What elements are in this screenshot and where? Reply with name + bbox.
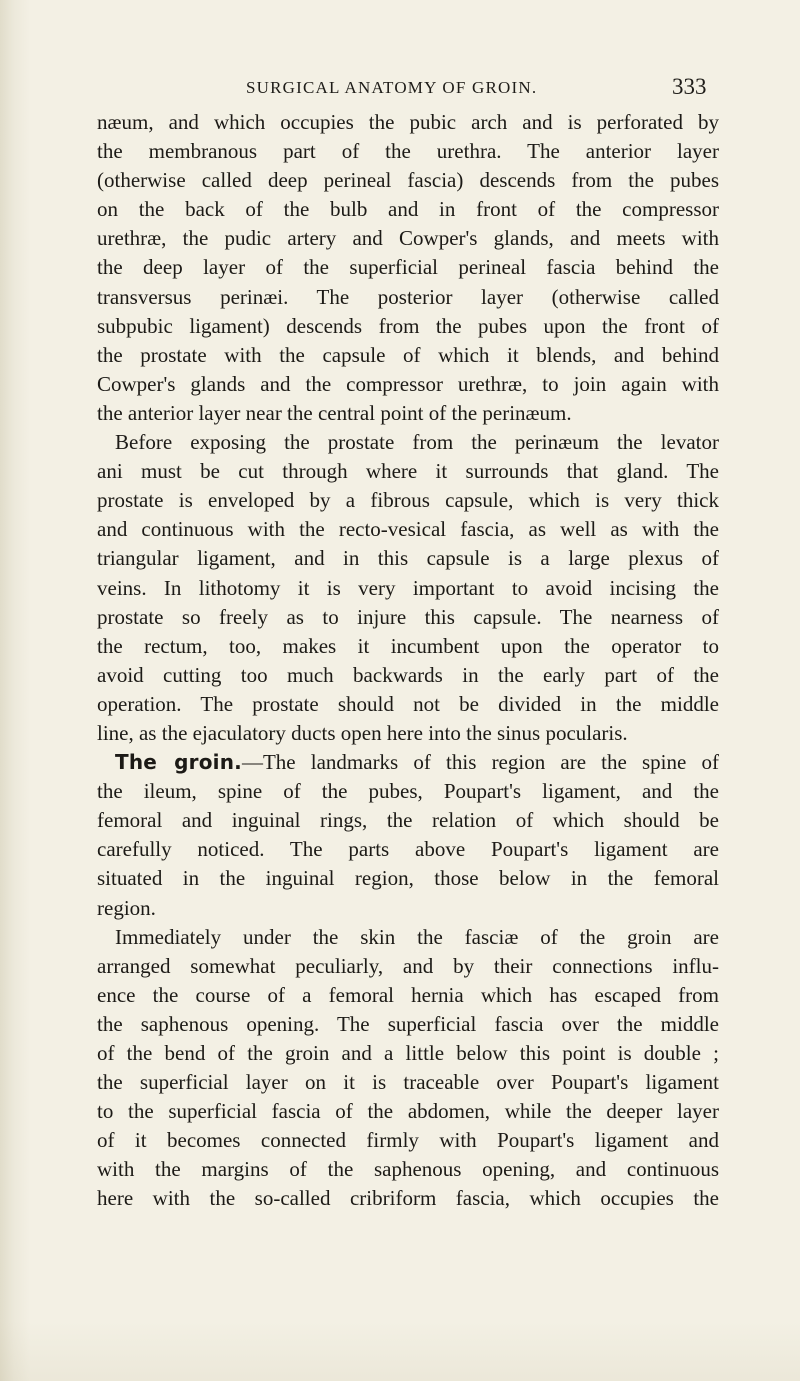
text-line: transversus perinæi. The posterior layer (otherwise called — [97, 284, 719, 309]
text-line: the membranous part of the urethra. The anterior layer — [97, 139, 719, 164]
text-line: ani must be cut through where it surrounds that gland. The — [97, 459, 719, 484]
text-line: here with the so-called cribriform fascia, which occupies the — [97, 1186, 719, 1211]
text-line: and continuous with the recto-vesical fascia, as well as with the — [97, 517, 719, 542]
text-line: veins. In lithotomy it is very important to avoid incising the — [97, 575, 719, 600]
section-heading-text: —The landmarks of this region are the spine of — [241, 750, 719, 775]
text-line: of it becomes connected firmly with Poupart's ligament and — [97, 1128, 719, 1153]
text-line: of the bend of the groin and a little below this point is double ; — [97, 1041, 719, 1065]
text-line: urethræ, the pudic artery and Cowper's glands, and meets with — [97, 226, 719, 251]
page-number: 333 — [672, 74, 707, 99]
text-line: (otherwise called deep perineal fascia) descends from the pubes — [97, 168, 719, 193]
text-line: triangular ligament, and in this capsule is a large plexus of — [97, 546, 719, 571]
text-line: with the margins of the saphenous opening, and continuous — [97, 1157, 719, 1182]
text-line: Immediately under the skin the fasciæ of the groin are — [115, 924, 719, 949]
text-line: operation. The prostate should not be divided in the middle — [97, 691, 719, 716]
text-line: Cowper's glands and the compressor urethræ, to join again with — [97, 371, 719, 396]
text-line: the ileum, spine of the pubes, Poupart's ligament, and the — [97, 779, 719, 804]
running-head: SURGICAL ANATOMY OF GROIN. — [246, 78, 538, 97]
text-line: situated in the inguinal region, those below in the femoral — [97, 866, 719, 891]
text-line: the prostate with the capsule of which it blends, and behind — [97, 342, 719, 367]
text-line: to the superficial fascia of the abdomen, while the deeper layer — [97, 1099, 719, 1124]
text-line: line, as the ejaculatory ducts open here into the sinus pocularis. — [97, 720, 628, 745]
body-text — [97, 108, 719, 1214]
text-line: næum, and which occupies the pubic arch and is perforated by — [97, 110, 719, 134]
text-line: the superficial layer on it is traceable over Poupart's ligament — [97, 1070, 719, 1095]
text-line: prostate is enveloped by a fibrous capsule, which is very thick — [97, 488, 719, 513]
text-line: femoral and inguinal rings, the relation of which should be — [97, 808, 719, 833]
text-line: carefully noticed. The parts above Poupart's ligament are — [97, 837, 719, 862]
text-line: subpubic ligament) descends from the pubes upon the front of — [97, 313, 719, 338]
text-line: the saphenous opening. The superficial fascia over the middle — [97, 1011, 719, 1036]
text-line: prostate so freely as to injure this capsule. The nearness of — [97, 604, 719, 629]
text-line: arranged somewhat peculiarly, and by their connections influ- — [97, 953, 719, 978]
text-line: on the back of the bulb and in front of the compressor — [97, 197, 719, 222]
text-line: ence the course of a femoral hernia which has escaped from — [97, 982, 719, 1007]
text-line: the anterior layer near the central point of the perinæum. — [97, 400, 572, 425]
text-line: Before exposing the prostate from the perinæum the levator — [115, 430, 719, 455]
section-heading-line — [97, 748, 719, 777]
text-line: avoid cutting too much backwards in the early part of the — [97, 662, 719, 687]
text-line: the rectum, too, makes it incumbent upon the operator to — [97, 633, 719, 658]
section-heading: The groin. — [115, 750, 242, 775]
text-line: region. — [97, 895, 156, 920]
text-line: the deep layer of the superficial perineal fascia behind the — [97, 255, 719, 280]
page-header — [0, 72, 800, 102]
